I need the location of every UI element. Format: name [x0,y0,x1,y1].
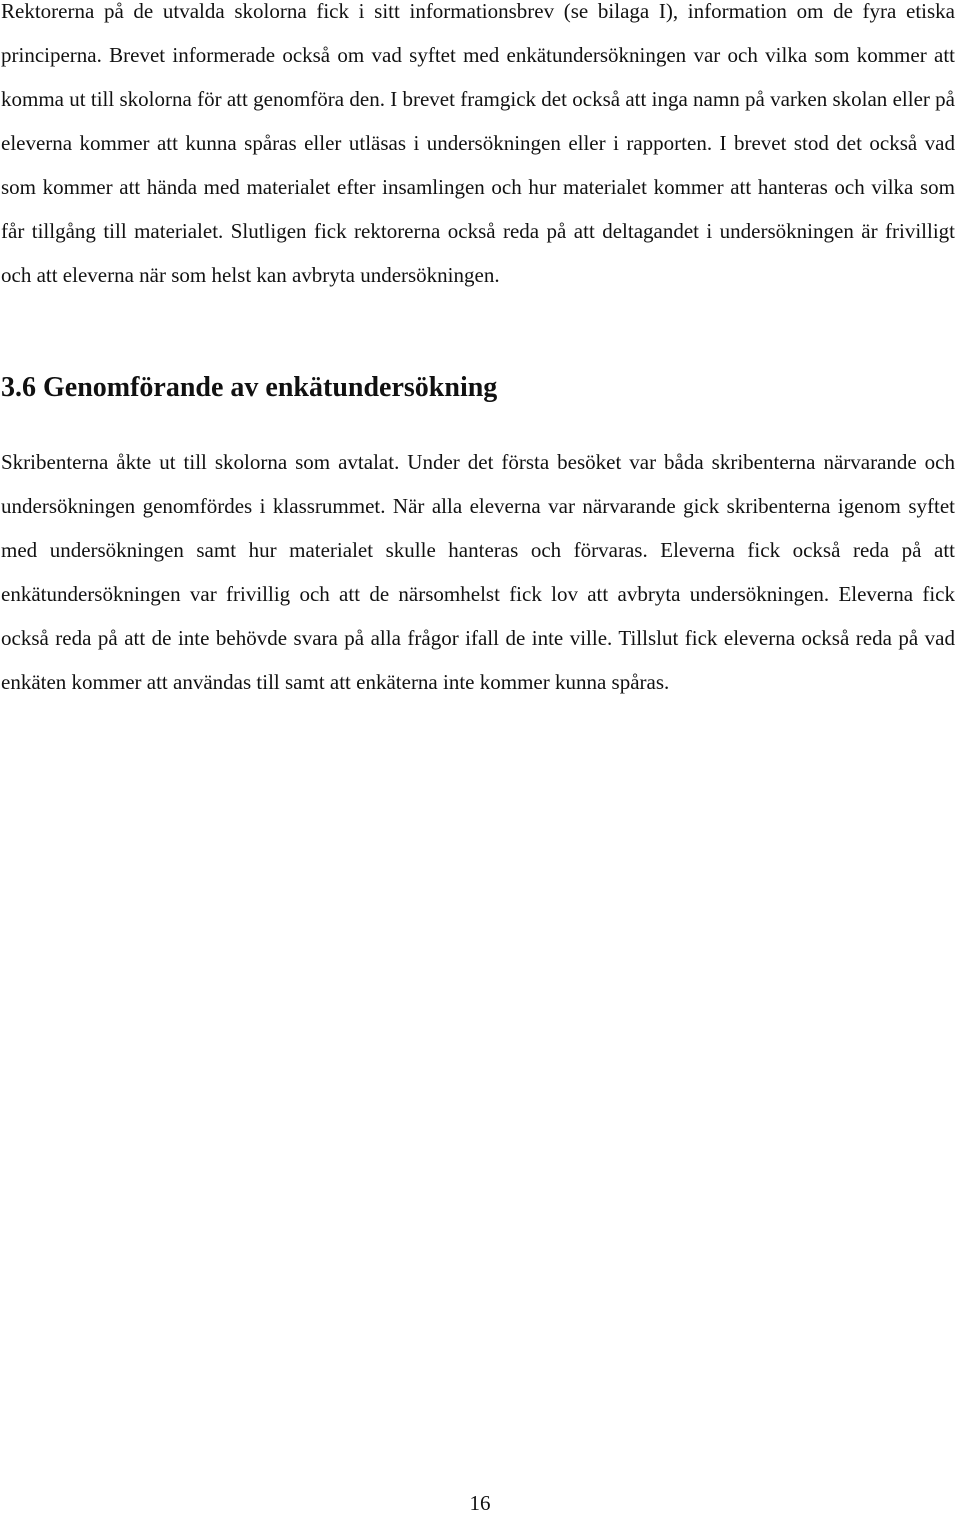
body-paragraph-ethics-letter: Rektorerna på de utvalda skolorna fick i sitt informationsbrev (se bilaga I), information om de fyra etiska principerna. Brevet informerade också om vad syftet med enkätundersökningen var och vilka som kommer att komma ut till skolorna för att genomföra den. I brevet framgick det också att inga namn på varken skolan eller på eleverna kommer att kunna spåras eller utläsas i undersökningen eller i rapporten. I brevet stod det också vad som kommer att hända med materialet efter insamlingen och hur materialet kommer att hanteras och vilka som får tillgång till materialet. Slutligen fick rektorerna också reda på att deltagandet i undersökningen är frivilligt och att eleverna när som helst kan avbryta undersökningen. [1,0,955,287]
page-number: 16 [469,1491,491,1515]
section-heading: 3.6 Genomförande av enkätundersökning [1,372,498,403]
body-paragraph-survey-procedure: Skribenterna åkte ut till skolorna som avtalat. Under det första besöket var båda skribenterna närvarande och undersökningen genomfördes i klassrummet. När alla eleverna var närvarande gick skribenterna igenom syftet med undersökningen samt hur materialet skulle hanteras och förvaras. Eleverna fick också reda på att enkätundersökningen var frivillig och att de närsomhelst fick lov att avbryta undersökningen. Eleverna fick också reda på att de inte behövde svara på alla frågor ifall de inte ville. Tillslut fick eleverna också reda på vad enkäten kommer att användas till samt att enkäterna inte kommer kunna spåras. [1,450,955,694]
